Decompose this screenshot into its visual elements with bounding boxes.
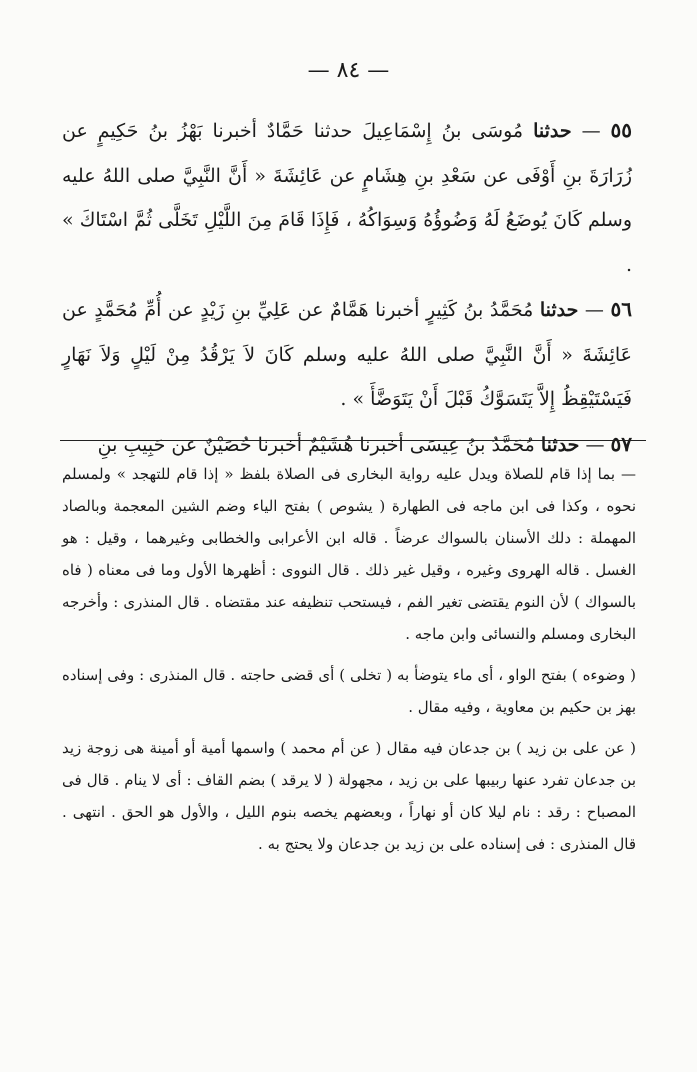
hadith-dash: — xyxy=(581,120,601,142)
footnote-3: ( عن على بن زيد ) بن جدعان فيه مقال ( عن أم محمد ) واسمها أمية أو أمينة هى زوجة زيد بن جدعان تفرد عنها ربيبها على بن زيد ، مجهولة ( لا يرقد ) بضم القاف : أى لا ينام . قال فى المصباح : رقد : نام ليلا كان أو نهاراً ، وبعضهم يخصه بنوم الليل ، والأول هو الحق . انتهى . قال المنذرى : فى إسناده على بن زيد بن جدعان ولا يحتج به . xyxy=(62,739,636,853)
footnotes-section xyxy=(62,458,636,860)
hadith-section xyxy=(62,108,632,467)
hadith-text: مُوسَى بنُ إِسْمَاعِيلَ حدثنا حَمَّادٌ أخبرنا بَهْزُ بنُ حَكِيمٍ عن زُرَارَةَ بنِ أَوْفَى عن سَعْدِ بنِ هِشَامٍ عن عَائِشَةَ « أَنَّ النَّبِيَّ صلى اللهُ عليه وسلم كَانَ يُوضَعُ لَهُ وَضُوؤُهُ وَسِوَاكُهُ ، فَإِذَا قَامَ مِنَ اللَّيْلِ تَخَلَّى ثُمَّ اسْتَاكَ » . xyxy=(62,120,632,276)
footnote-1: — بما إذا قام للصلاة ويدل عليه رواية البخارى فى الصلاة بلفظ « إذا قام للتهجد » ولمسلم نحوه ، وكذا فى ابن ماجه فى الطهارة ( يشوص ) بفتح الياء وضم الشين المعجمة وبالصاد المهملة : دلك الأسنان بالسواك عرضاً . قاله ابن الأعرابى والخطابى وغيرهما ، وقيل : هو الغسل . قاله الهروى وغيره ، وقيل غير ذلك . قال النووى : أظهرها الأول وما فى معناه ( فاه بالسواك ) لأن النوم يقتضى تغير الفم ، فيستحب تنظيفه عند مقتضاه . قال المنذرى : وأخرجه البخارى ومسلم والنسائى وابن ماجه . xyxy=(62,465,636,643)
hadith-number: ٥٧ xyxy=(610,431,632,456)
hadith-text: مُحَمَّدُ بنُ عِيسَى أخبرنا هُشَيْمٌ أخبرنا حُصَيْنٌ عن حَبِيبِ بنِ xyxy=(97,433,535,456)
footnote-2: ( وضوءه ) بفتح الواو ، أى ماء يتوضأ به ( تخلى ) أى قضى حاجته . قال المنذرى : وفى إسناده بهز بن حكيم بن معاوية ، وفيه مقال . xyxy=(62,666,636,716)
hadith-56 xyxy=(62,287,632,422)
hadith-dash: — xyxy=(584,299,604,321)
footnote-divider xyxy=(60,440,646,441)
hadith-dash: — xyxy=(585,433,605,456)
hadith-text: مُحَمَّدُ بنُ كَثِيرٍ أخبرنا هَمَّامٌ عن عَلِيِّ بنِ زَيْدٍ عن أُمِّ مُحَمَّدٍ عن عَائِشَةَ « أَنَّ النَّبِيَّ صلى اللهُ عليه وسلم كَانَ لاَ يَرْقُدُ مِنْ لَيْلٍ وَلاَ نَهَارٍ فَيَسْتَيْقِظُ إِلاَّ يَتَسَوَّكُ قَبْلَ أَنْ يَتَوَضَّأَ » . xyxy=(62,299,632,410)
page-number: — ٨٤ — xyxy=(307,58,390,83)
hadith-number: ٥٦ xyxy=(610,297,632,321)
hadith-55 xyxy=(62,108,632,287)
hadith-intro: حدثنا xyxy=(540,433,580,456)
hadith-intro: حدثنا xyxy=(539,299,579,321)
hadith-number: ٥٥ xyxy=(610,118,633,142)
hadith-intro: حدثنا xyxy=(533,120,572,142)
